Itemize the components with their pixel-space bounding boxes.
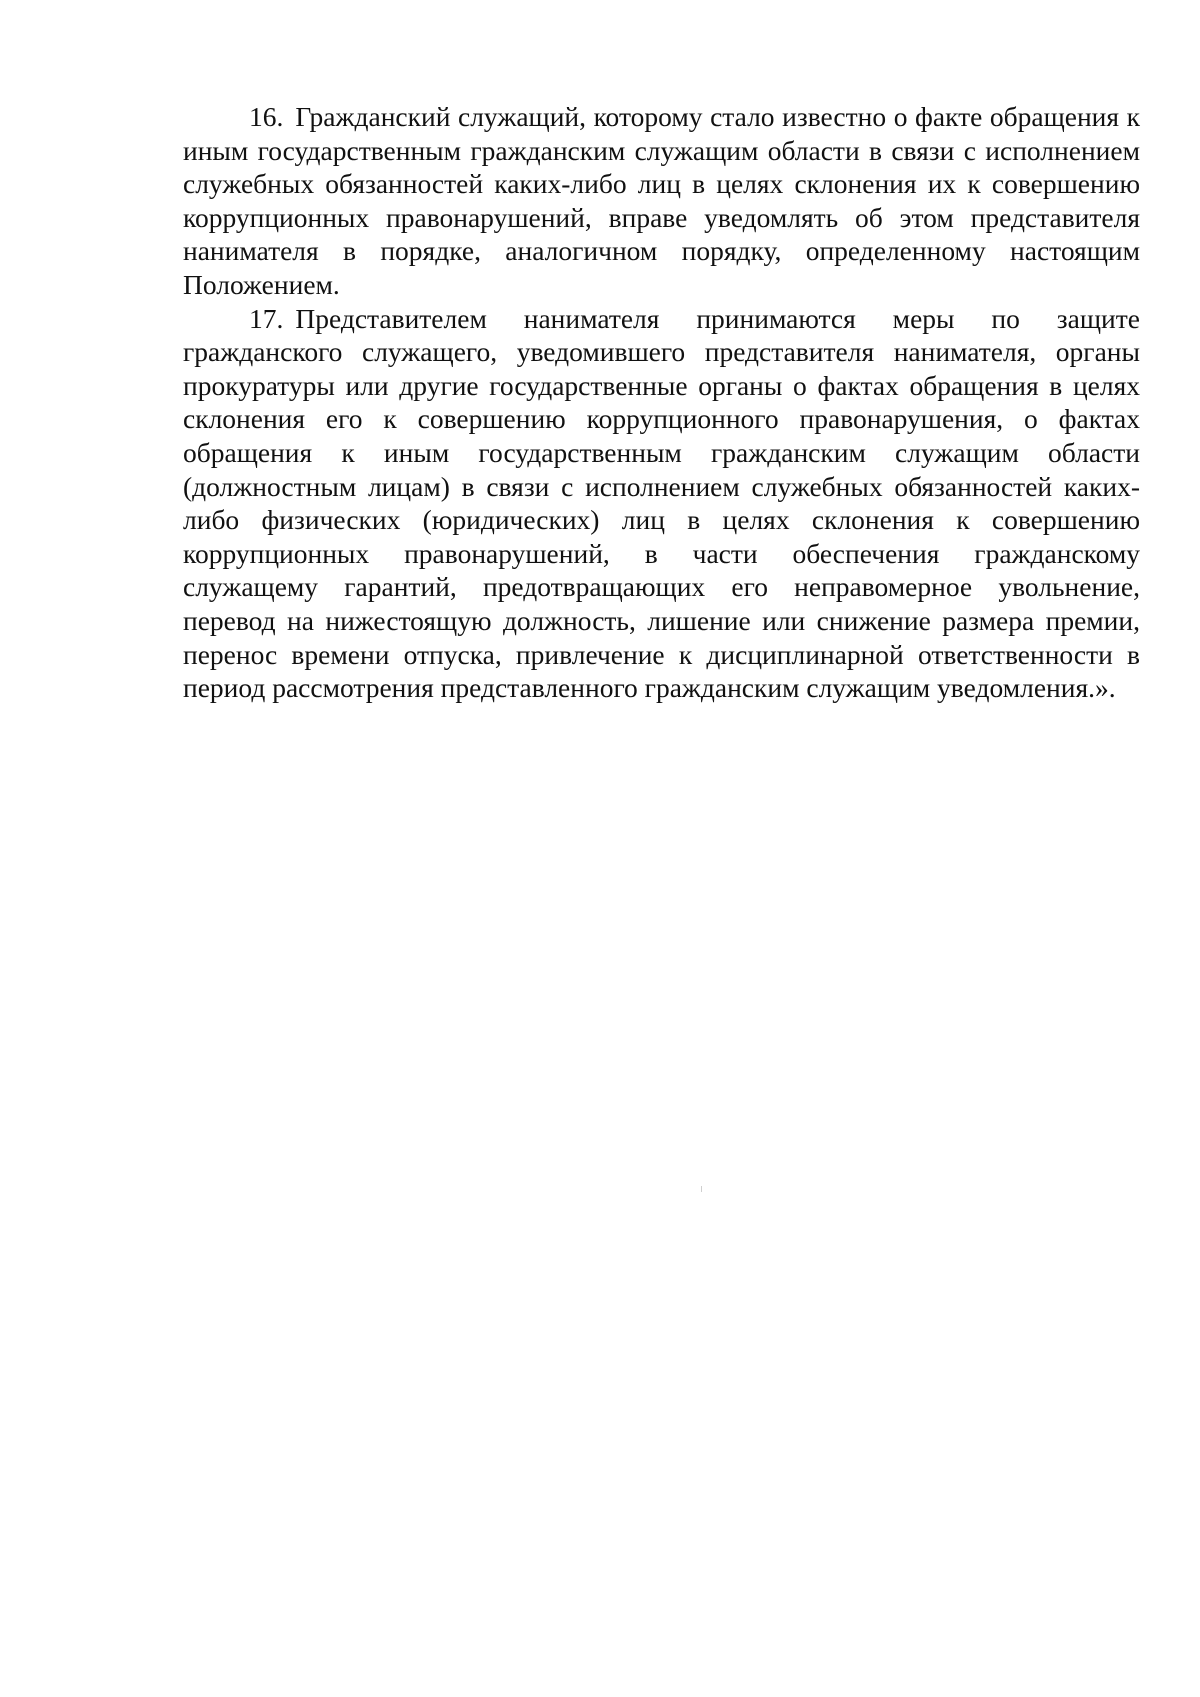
paragraph-text: Представителем нанимателя принимаются меры по защите гражданского служащего, уведомившего представителя нанимателя, органы прокуратуры или другие государственные органы о фактах обращения в целях склонения его к совершению коррупционного правонарушения, о фактах обращения к иным государственным гражданским служащим области (должностным лицам) в связи с исполнением служебных обязанностей каких-либо физических (юридических) лиц в целях склонения к совершению коррупционных правонарушений, в части обеспечения гражданскому служащему гарантий, предотвращающих его неправомерное увольнение, перевод на нижестоящую должность, лишение или снижение размера премии, перенос времени отпуска, привлечение к дисциплинарной ответственности в период рассмотрения представленного гражданским служащим уведомления.». <box>183 302 1140 704</box>
document-body <box>183 100 1140 705</box>
paragraph-number: 17. <box>249 302 284 334</box>
paragraph-17 <box>183 302 1140 705</box>
scan-artifact <box>701 1186 702 1192</box>
paragraph-number: 16. <box>249 101 284 132</box>
paragraph-text: Гражданский служащий, которому стало известно о факте обращения к иным государственным гражданским служащим области в связи с исполнением служебных обязанностей каких-либо лиц в целях склонения их к совершению коррупционных правонарушений, вправе уведомлять об этом представителя нанимателя в порядке, аналогичном порядку, определенному настоящим Положением. <box>183 101 1140 300</box>
paragraph-16 <box>183 100 1140 302</box>
